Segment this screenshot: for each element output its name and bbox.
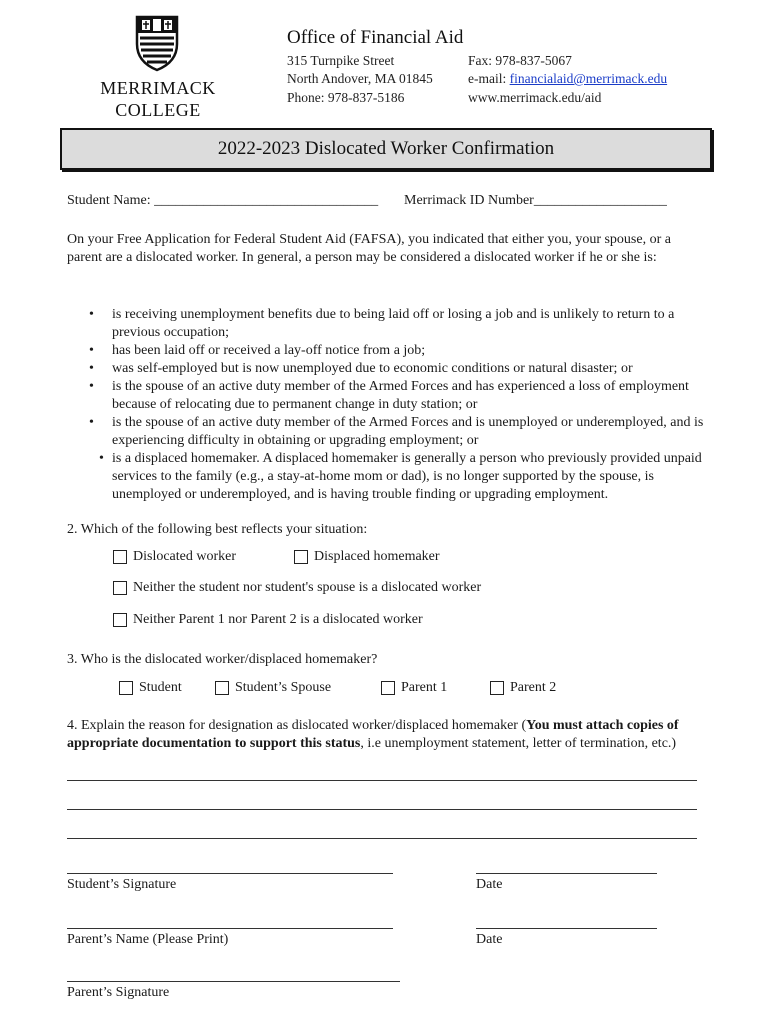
email-label: e-mail: (468, 71, 510, 86)
list-item: • was self-employed but is now unemployed due to economic conditions or natural disaster; or (89, 361, 633, 376)
office-title: Office of Financial Aid (287, 27, 464, 48)
checkbox[interactable] (119, 681, 133, 695)
option-displaced-homemaker[interactable]: Displaced homemaker (294, 549, 440, 565)
student-signature-line[interactable] (67, 873, 393, 874)
option-parent-1[interactable]: Parent 1 (381, 680, 447, 696)
fax-number: Fax: 978-837-5067 (468, 53, 572, 68)
option-parent-2[interactable]: Parent 2 (490, 680, 556, 696)
college-shield-icon (134, 14, 180, 72)
parent-name-label: Parent’s Name (Please Print) (67, 932, 229, 947)
answer-line-1[interactable] (67, 780, 697, 781)
option-neither-parent[interactable]: Neither Parent 1 nor Parent 2 is a dislocated worker (113, 612, 423, 628)
bullet-icon: • (99, 451, 104, 466)
bullet-icon: • (89, 379, 94, 394)
question-4-label: 4. Explain the reason for designation as dislocated worker/displaced homemaker (You must attach copies of appropriate documentation to support this status, i.e unemployment statement, letter of termination, etc.) (67, 718, 679, 751)
question-2-label: 2. Which of the following best reflects your situation: (67, 522, 368, 537)
list-item: • is the spouse of an active duty member of the Armed Forces and has experienced a loss of employment because of relocating due to permanent change in duty station; or (89, 379, 689, 412)
checkbox[interactable] (113, 613, 127, 627)
date-label-2: Date (476, 932, 503, 947)
list-item: • is the spouse of an active duty member of the Armed Forces and is unemployed or underemployed, and is experiencing difficulty in obtaining or upgrading employment; or (89, 415, 704, 448)
student-signature-label: Student’s Signature (67, 877, 177, 892)
email-line (468, 71, 667, 87)
criteria-list (67, 306, 717, 504)
parent-signature-line[interactable] (67, 981, 400, 982)
bullet-icon: • (89, 343, 94, 358)
list-item: • is a displaced homemaker. A displaced homemaker is generally a person who previously provided unpaid services to the family (e.g., a stay-at-home mom or dad), is no longer supported by the spouse, is unemployed or underemployed, and is having trouble finding or upgrading employment. (99, 451, 702, 502)
phone-number: Phone: 978-837-5186 (287, 90, 405, 105)
list-item: • has been laid off or received a lay-off notice from a job; (89, 343, 426, 358)
checkbox[interactable] (215, 681, 229, 695)
college-name-line2: COLLEGE (115, 100, 201, 120)
documentation-requirement: You must attach copies of appropriate documentation to support this status (67, 718, 679, 751)
date-label-1: Date (476, 877, 503, 892)
option-neither-student-spouse[interactable]: Neither the student nor student's spouse is a dislocated worker (113, 580, 481, 596)
student-name-field[interactable]: Student Name: ________________________________ (67, 193, 379, 208)
intro-paragraph: On your Free Application for Federal Student Aid (FAFSA), you indicated that either you, your spouse, or a parent are a dislocated worker. In general, a person may be considered a dislocated worker if he or she is: (67, 232, 671, 265)
date-line-1[interactable] (476, 873, 657, 874)
parent-name-line[interactable] (67, 928, 393, 929)
checkbox[interactable] (381, 681, 395, 695)
address-street: 315 Turnpike Street (287, 53, 395, 68)
option-dislocated-worker[interactable]: Dislocated worker (113, 549, 236, 565)
document-title (60, 128, 712, 170)
list-item: • is receiving unemployment benefits due to being laid off or losing a job and is unlikely to return to a previous occupation; (89, 307, 675, 340)
option-students-spouse[interactable]: Student’s Spouse (215, 680, 331, 696)
question-3-label: 3. Who is the dislocated worker/displaced homemaker? (67, 652, 378, 667)
answer-line-2[interactable] (67, 809, 697, 810)
bullet-icon: • (89, 307, 94, 322)
date-line-2[interactable] (476, 928, 657, 929)
merrimack-id-field[interactable]: Merrimack ID Number___________________ (404, 193, 667, 208)
address-city: North Andover, MA 01845 (287, 71, 433, 86)
checkbox[interactable] (113, 581, 127, 595)
bullet-icon: • (89, 415, 94, 430)
answer-line-3[interactable] (67, 838, 697, 839)
email-link[interactable]: financialaid@merrimack.edu (509, 71, 668, 86)
college-logo (96, 14, 220, 122)
document-title-text: 2022-2023 Dislocated Worker Confirmation (217, 138, 555, 159)
checkbox[interactable] (490, 681, 504, 695)
parent-signature-label: Parent’s Signature (67, 985, 170, 1000)
website: www.merrimack.edu/aid (468, 90, 602, 105)
option-student[interactable]: Student (119, 680, 182, 696)
checkbox[interactable] (294, 550, 308, 564)
college-name-line1: MERRIMACK (100, 78, 216, 98)
bullet-icon: • (89, 361, 94, 376)
checkbox[interactable] (113, 550, 127, 564)
